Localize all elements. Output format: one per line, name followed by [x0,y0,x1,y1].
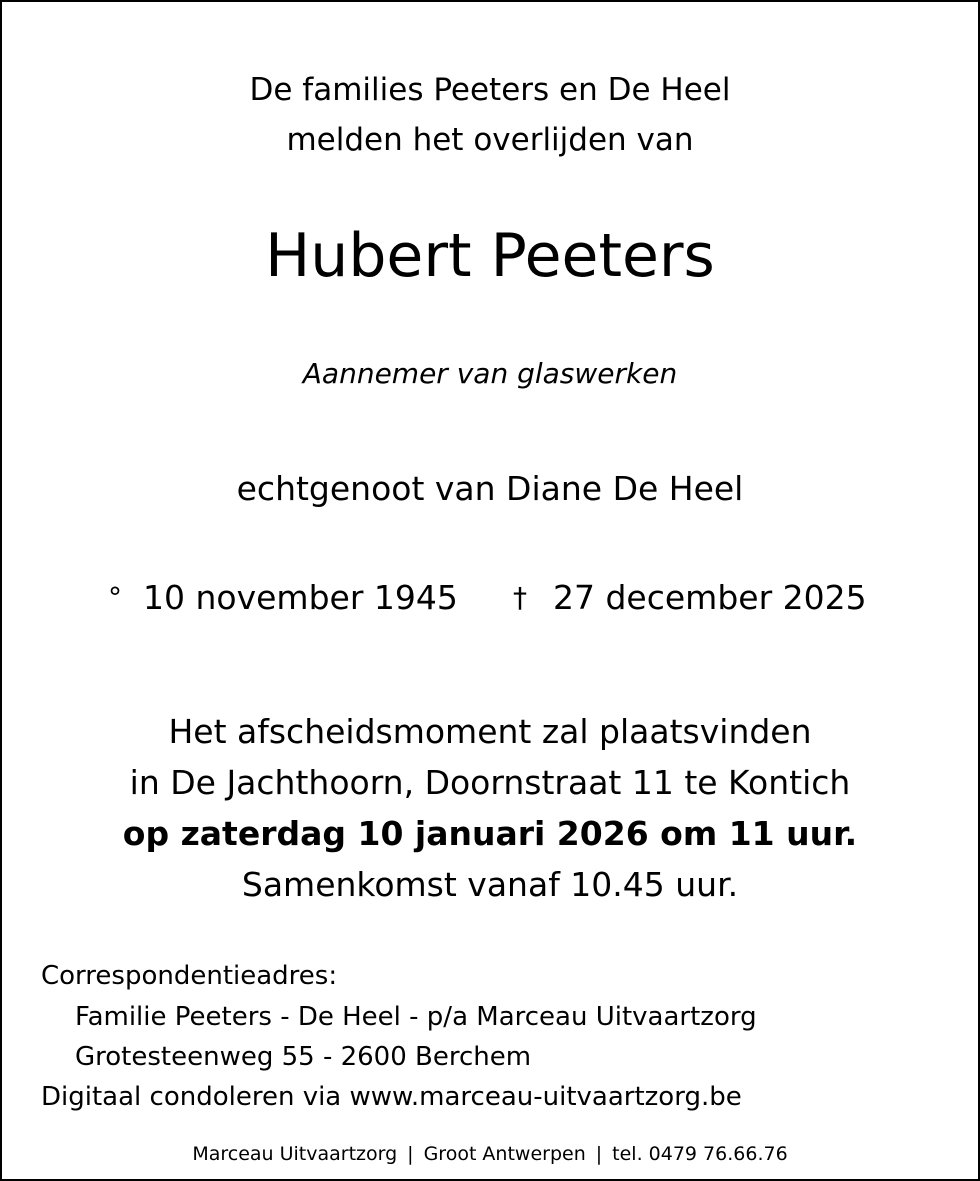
footer-separator: | [595,1143,603,1165]
farewell-date-time: op zaterdag 10 januari 2026 om 11 uur. [122,814,858,853]
footer-region: Groot Antwerpen [423,1143,586,1165]
farewell-line-1: Het afscheidsmoment zal plaatsvinden [168,712,812,751]
footer-separator: | [407,1143,414,1165]
funeral-home-footer [0,1140,980,1168]
correspondence-title: Correspondentieadres: [41,961,338,991]
correspondence-name: Familie Peeters - De Heel - p/a Marceau Uitvaartzorg [75,1002,757,1032]
spouse-line: echtgenoot van Diane De Heel [236,469,744,508]
birth-date: 10 november 1945 [143,578,458,617]
life-dates [0,576,980,620]
footer-phone: tel. 0479 76.66.76 [612,1143,788,1165]
families-line: De families Peeters en De Heel [249,72,731,108]
cross-icon: † [513,581,527,614]
deceased-name: Hubert Peeters [265,221,715,291]
death-date: 27 december 2025 [553,578,867,617]
birth-symbol-icon: ° [108,581,122,614]
farewell-location: in De Jachthoorn, Doornstraat 11 te Kontich [129,763,851,802]
correspondence-address: Grotesteenweg 55 - 2600 Berchem [75,1042,532,1072]
announcement-line: melden het overlijden van [286,122,694,158]
gathering-time: Samenkomst vanaf 10.45 uur. [241,865,739,904]
profession: Aannemer van glaswerken [302,357,678,390]
online-condolence-line: Digitaal condoleren via www.marceau-uitvaartzorg.be [41,1082,742,1112]
footer-company: Marceau Uitvaartzorg [192,1143,398,1165]
